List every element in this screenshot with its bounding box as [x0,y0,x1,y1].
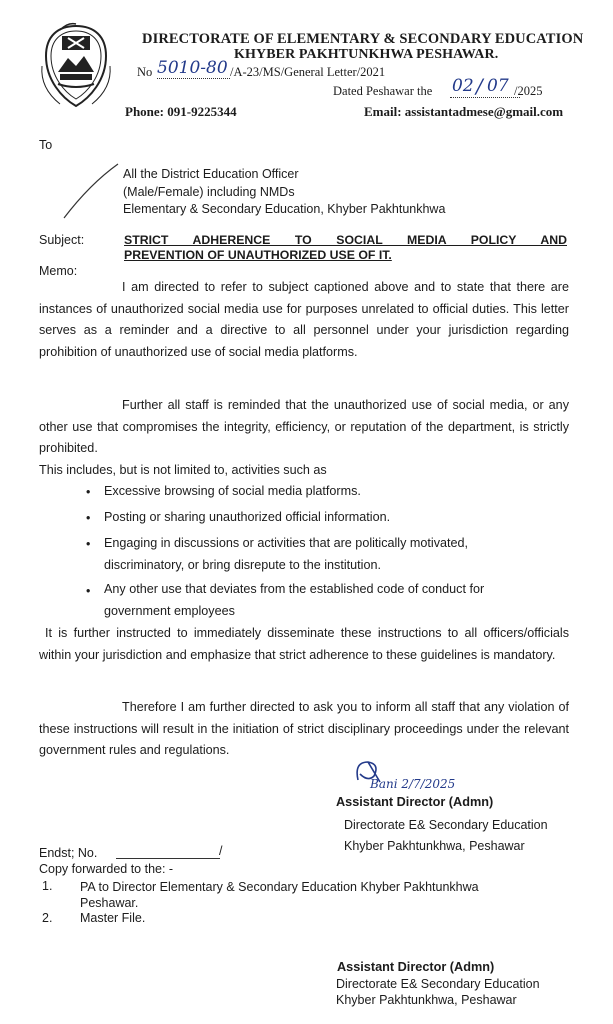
bullet-item-2: Posting or sharing unauthorized official information. [104,510,391,524]
paragraph-5: Therefore I am further directed to ask you to inform all staff that any violation of these instructions will result in the initiation of strict disciplinary proceedings under the relevant government rules and regulations. [39,700,569,757]
bullet-dot: • [86,511,91,525]
paragraph-2: Further all staff is reminded that the unauthorized use of social media, or any other use that compromises the integrity, efficiency, or reputation of the department, is strictly prohibited. [39,398,569,455]
copy-item-2-number: 2. [42,911,53,925]
endst-slash: / [219,844,223,858]
copy-item-2-text: Master File. [80,911,146,925]
directorate-logo [38,18,114,114]
subject-line2: PREVENTION OF UNAUTHORIZED USE OF IT. [124,248,392,262]
date-month: 07 [487,76,509,96]
signature1-block [344,815,548,857]
signature2-line3: Khyber Pakhtunkhwa, Peshawar [336,993,517,1007]
date-line [450,97,520,98]
signature2-title: Assistant Director (Admn) [337,960,495,974]
addressee-line2: (Male/Female) including NMDs [123,184,295,199]
subject-line1: STRICT ADHERENCE TO SOCIAL MEDIA POLICY AND [124,233,567,247]
addressee-block [123,166,445,219]
letter-number-handwritten: 5010-80 [157,58,228,78]
endst-line [116,858,220,859]
bullet-dot: • [86,584,91,598]
memo-label: Memo: [39,264,78,278]
copy-item-1-text: PA to Director Elementary & Secondary Education Khyber Pakhtunkhwa Peshawar. [80,880,479,910]
copy-label: Copy forwarded to the: - [39,862,174,876]
letter-number-label: No [137,65,153,79]
to-label: To [39,138,53,152]
paragraph-4: It is further instructed to immediately disseminate these instructions to all officers/officials within your jurisdiction and emphasize that strict adherence to these guidelines is mandatory. [39,626,569,662]
bullet-item-4: Any other use that deviates from the established code of conduct for government employees [104,582,485,618]
paragraph-3: This includes, but is not limited to, activities such as [39,463,327,477]
bullet-item-1: Excessive browsing of social media platforms. [104,484,361,498]
phone: Phone: 091-9225344 [125,104,237,119]
signature1-title: Assistant Director (Admn) [336,795,494,809]
bullet-item-3: Engaging in discussions or activities that are politically motivated, discriminatory, or bring disrepute to the institution. [104,536,469,572]
bullet-dot: • [86,485,91,499]
subject-label: Subject: [39,233,85,247]
date-slash: / [476,74,483,98]
signature-handwritten: Bani 2/7/2025 [370,777,456,791]
to-pen-stroke [60,160,120,222]
dated-label: Dated Peshawar the [333,84,433,98]
paragraph-1: I am directed to refer to subject captioned above and to state that there are instances of unauthorized social media use for purposes unrelated to official duties. This letter serves as a reminder and a directive to all personnel under your jurisdiction regarding prohibition of unauthorized use of social media platforms. [39,280,569,359]
signature2-line2: Directorate E& Secondary Education [336,977,540,991]
addressee-line1: All the District Education Officer [123,167,299,181]
bullet-dot: • [86,537,91,551]
signature1-line2: Directorate E& Secondary Education [344,818,548,832]
header-line2: KHYBER PAKHTUNKHWA PESHAWAR. [234,47,499,62]
letter-number-line [157,78,230,79]
subject-text [124,233,567,263]
email: Email: assistantadmese@gmail.com [364,104,564,119]
header-line1: DIRECTORATE OF ELEMENTARY & SECONDARY EDUCATION [142,31,584,47]
letter-reference: /A-23/MS/General Letter/2021 [230,65,386,79]
addressee-line3: Elementary & Secondary Education, Khyber Pakhtunkhwa [123,202,446,216]
signature2-block [336,976,540,1008]
copy-item-1-number: 1. [42,879,53,893]
date-year: /2025 [514,84,543,98]
date-day: 02 [452,76,474,96]
signature1-line3: Khyber Pakhtunkhwa, Peshawar [344,839,525,853]
endst-label: Endst; No. [39,846,98,860]
